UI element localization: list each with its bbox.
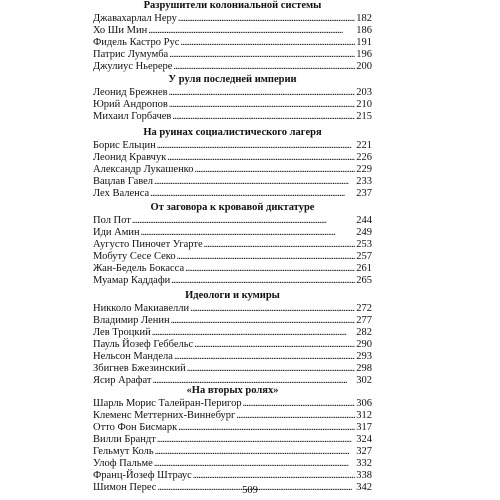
- toc-entry: [93, 410, 372, 422]
- entry-name: Гельмут Коль: [93, 446, 154, 457]
- entry-page: 342: [356, 482, 372, 493]
- entry-name: Владимир Ленин: [93, 315, 170, 326]
- entry-list: [93, 303, 372, 387]
- entry-name: Жан-Бедель Бокасса: [93, 263, 185, 274]
- entry-page: 244: [356, 215, 372, 226]
- toc-entry: [93, 99, 372, 111]
- entry-page: 306: [356, 398, 372, 409]
- entry-page: 293: [356, 351, 372, 362]
- dot-leader: [194, 339, 355, 351]
- toc-entry: [93, 164, 372, 176]
- dot-leader: [167, 152, 355, 164]
- dot-leader: [236, 410, 355, 422]
- entry-name: Ясир Арафат: [93, 375, 152, 386]
- toc-entry: [93, 422, 372, 434]
- entry-name: Михаил Горбачев: [93, 111, 172, 122]
- section-title: Идеологи и кумиры: [185, 290, 280, 301]
- entry-page: 277: [356, 315, 372, 326]
- dot-leader: [185, 263, 355, 275]
- entry-name: Иди Амин: [93, 227, 140, 238]
- dot-leader: [157, 140, 356, 152]
- toc-entry: [93, 61, 372, 73]
- entry-page: 298: [356, 363, 372, 374]
- toc-entry: [93, 215, 372, 227]
- dot-leader: [174, 351, 355, 363]
- entry-name: Лех Валенса: [93, 188, 150, 199]
- entry-page: 282: [356, 327, 372, 338]
- toc-section: [93, 290, 372, 387]
- entry-page: 302: [356, 375, 372, 386]
- entry-page: 338: [356, 470, 372, 481]
- entry-page: 237: [356, 188, 372, 199]
- entry-page: 332: [356, 458, 372, 469]
- section-title: От заговора к кровавой диктатуре: [150, 202, 315, 213]
- entry-name: Джулиус Ньерере: [93, 61, 173, 72]
- toc-entry: [93, 470, 372, 482]
- entry-list: [93, 140, 372, 200]
- entry-name: Вацлав Гавел: [93, 176, 154, 187]
- entry-name: Улоф Пальме: [93, 458, 153, 469]
- dot-leader: [169, 49, 355, 61]
- toc-entry: [93, 251, 372, 263]
- section-title: Разрушители колониальной системы: [143, 0, 322, 11]
- toc-entry: [93, 339, 372, 351]
- entry-name: Леонид Брежнев: [93, 87, 168, 98]
- toc-section: [93, 0, 372, 73]
- dot-leader: [169, 87, 356, 99]
- dot-leader: [171, 275, 355, 287]
- entry-page: 324: [356, 434, 372, 445]
- entry-name: Пол Пот: [93, 215, 131, 226]
- entry-name: Клеменс Меттерних-Виннебург: [93, 410, 236, 421]
- toc-entry: [93, 152, 372, 164]
- entry-page: 233: [356, 176, 372, 187]
- toc-entry: [93, 227, 372, 239]
- toc-entry: [93, 363, 372, 375]
- entry-name: Александр Лукашенко: [93, 164, 194, 175]
- entry-name: Франц-Йозеф Штраус: [93, 470, 192, 481]
- entry-name: Муамар Каддафи: [93, 275, 171, 286]
- entry-name: Борис Ельцин: [93, 140, 156, 151]
- entry-name: Леонид Кравчук: [93, 152, 167, 163]
- dot-leader: [243, 398, 356, 410]
- entry-name: Аугусто Пиночет Угарте: [93, 239, 203, 250]
- toc-section: [93, 385, 372, 494]
- entry-page: 229: [356, 164, 372, 175]
- dot-leader: [177, 251, 356, 263]
- dot-leader: [154, 176, 355, 188]
- entry-page: 290: [356, 339, 372, 350]
- dot-leader: [169, 99, 355, 111]
- entry-page: 253: [356, 239, 372, 250]
- dot-leader: [172, 111, 355, 123]
- dot-leader: [157, 434, 355, 446]
- entry-page: 312: [356, 410, 372, 421]
- toc-entry: [93, 327, 372, 339]
- toc-section: [93, 127, 372, 200]
- toc-entry: [93, 446, 372, 458]
- toc-entry: [93, 49, 372, 61]
- toc-entry: [93, 239, 372, 251]
- dot-leader: [195, 164, 356, 176]
- entry-page: 249: [356, 227, 372, 238]
- page-number: 509: [242, 485, 258, 496]
- entry-page: 182: [356, 13, 372, 24]
- entry-name: Лев Троцкий: [93, 327, 151, 338]
- dot-leader: [180, 37, 355, 49]
- dot-leader: [150, 188, 355, 200]
- entry-name: Шарль Морис Талейран-Перигор: [93, 398, 242, 409]
- toc-section: [93, 74, 372, 123]
- entry-page: 191: [356, 37, 372, 48]
- entry-page: 196: [356, 49, 372, 60]
- entry-name: Мобуту Сесе Секо: [93, 251, 176, 262]
- toc-entry: [93, 37, 372, 49]
- dot-leader: [173, 61, 355, 73]
- entry-page: 272: [356, 303, 372, 314]
- entry-page: 186: [356, 25, 372, 36]
- entry-page: 265: [356, 275, 372, 286]
- dot-leader: [141, 227, 356, 239]
- entry-list: [93, 215, 372, 287]
- toc-entry: [93, 140, 372, 152]
- entry-name: Пауль Йозеф Геббельс: [93, 339, 194, 350]
- dot-leader: [190, 303, 355, 315]
- entry-name: Шимон Перес: [93, 482, 157, 493]
- toc-entry: [93, 275, 372, 287]
- dot-leader: [154, 458, 355, 470]
- dot-leader: [193, 470, 356, 482]
- toc-section: [93, 202, 372, 287]
- entry-page: 210: [356, 99, 372, 110]
- entry-page: 215: [356, 111, 372, 122]
- entry-name: Патрис Лумумба: [93, 49, 169, 60]
- dot-leader: [132, 215, 355, 227]
- toc-entry: [93, 315, 372, 327]
- entry-name: Вилли Брандт: [93, 434, 156, 445]
- toc-entry: [93, 398, 372, 410]
- toc-entry: [93, 25, 372, 37]
- entry-list: [93, 87, 372, 123]
- entry-name: Збигнев Бжезинский: [93, 363, 186, 374]
- toc-entry: [93, 176, 372, 188]
- toc-entry: [93, 87, 372, 99]
- entry-name: Отто Фон Бисмарк: [93, 422, 178, 433]
- section-title: На руинах социалистического лагеря: [143, 127, 322, 138]
- dot-leader: [148, 25, 355, 37]
- entry-page: 257: [356, 251, 372, 262]
- entry-page: 327: [356, 446, 372, 457]
- entry-name: Хо Ши Мин: [93, 25, 148, 36]
- dot-leader: [178, 13, 355, 25]
- dot-leader: [178, 422, 355, 434]
- toc-entry: [93, 351, 372, 363]
- section-title: «На вторых ролях»: [186, 385, 279, 396]
- toc-entry: [93, 458, 372, 470]
- entry-page: 261: [356, 263, 372, 274]
- dot-leader: [155, 446, 356, 458]
- entry-page: 221: [356, 140, 372, 151]
- toc-entry: [93, 13, 372, 25]
- toc-entry: [93, 303, 372, 315]
- toc-entry: [93, 188, 372, 200]
- entry-name: Джавахарлал Неру: [93, 13, 177, 24]
- entry-name: Фидель Кастро Рус: [93, 37, 180, 48]
- dot-leader: [152, 327, 355, 339]
- section-title: У руля последней империи: [168, 74, 297, 85]
- entry-name: Юрий Андропов: [93, 99, 168, 110]
- entry-list: [93, 398, 372, 494]
- entry-list: [93, 13, 372, 73]
- toc-entry: [93, 111, 372, 123]
- entry-page: 226: [356, 152, 372, 163]
- dot-leader: [204, 239, 356, 251]
- toc-entry: [93, 434, 372, 446]
- entry-page: 203: [356, 87, 372, 98]
- entry-name: Никколо Макиавелли: [93, 303, 190, 314]
- dot-leader: [187, 363, 356, 375]
- entry-page: 200: [356, 61, 372, 72]
- entry-name: Нельсон Мандела: [93, 351, 173, 362]
- dot-leader: [171, 315, 356, 327]
- toc-entry: [93, 263, 372, 275]
- entry-page: 317: [356, 422, 372, 433]
